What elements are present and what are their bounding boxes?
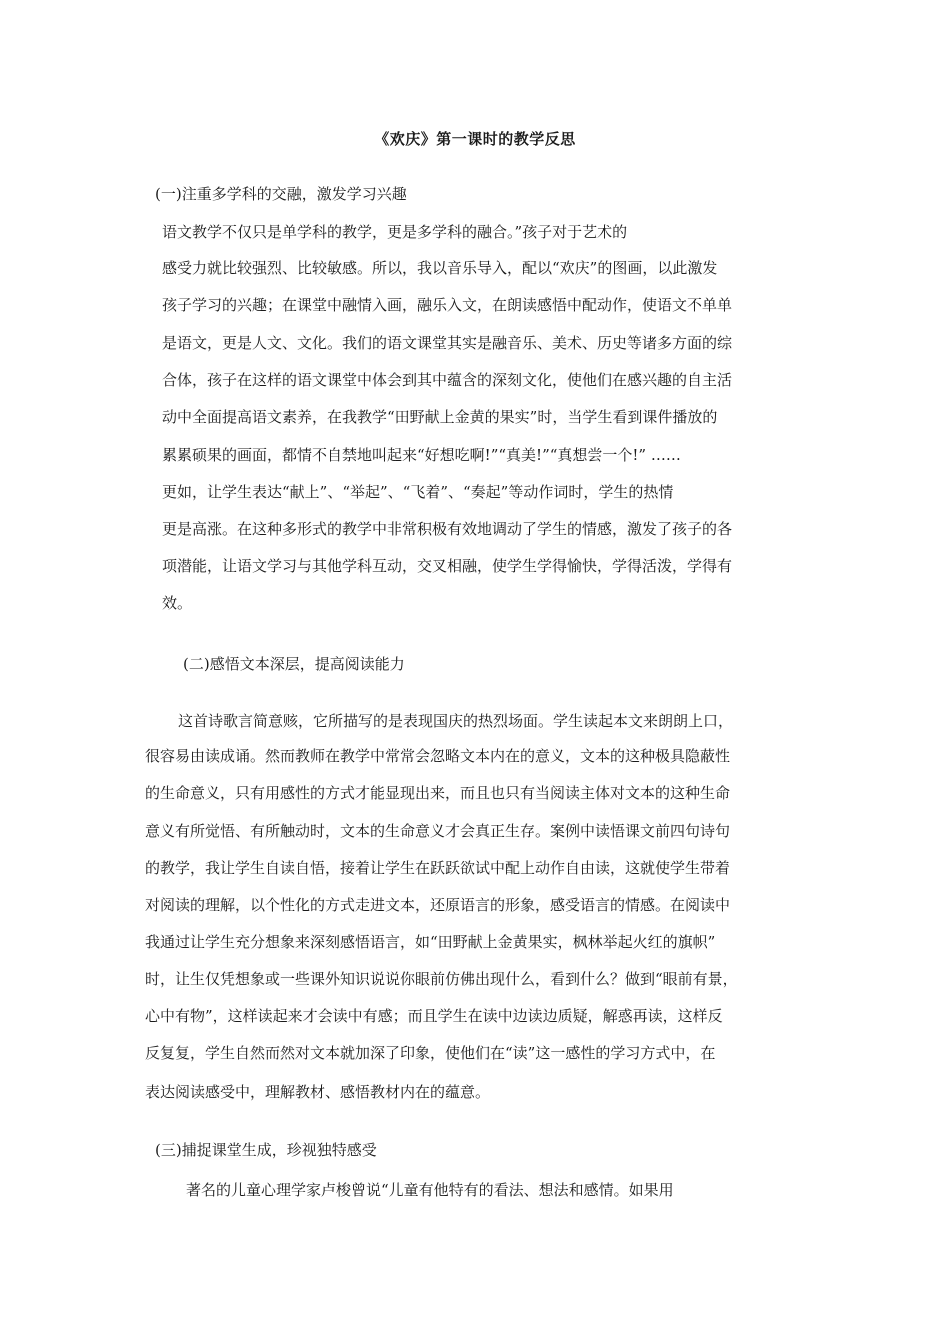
paragraph-line: 很容易由读成诵。然而教师在教学中常常会忽略文本内在的意义，文本的这种极具隐蔽性 xyxy=(145,747,731,765)
paragraph-line: 的教学，我让学生自读自悟，接着让学生在跃跃欲试中配上动作自由读，这就使学生带着 xyxy=(145,859,731,877)
section1-heading: (一)注重多学科的交融，激发学习兴趣 xyxy=(155,185,407,203)
paragraph-line: 我通过让学生充分想象来深刻感悟语言，如“田野献上金黄果实，枫林举起火红的旗帜” xyxy=(145,933,716,951)
paragraph-line: 这首诗歌言简意赅，它所描写的是表现国庆的热烈场面。学生读起本文来朗朗上口， xyxy=(178,712,734,730)
section2-heading: (二)感悟文本深层，提高阅读能力 xyxy=(183,655,405,673)
section3-heading: (三)捕捉课堂生成，珍视独特感受 xyxy=(155,1141,377,1159)
paragraph-line: 的生命意义，只有用感性的方式才能显现出来，而且也只有当阅读主体对文本的这种生命 xyxy=(145,784,731,802)
paragraph-line: 语文教学不仅只是单学科的教学，更是多学科的融合。”孩子对于艺术的 xyxy=(162,223,628,241)
paragraph-line: 对阅读的理解，以个性化的方式走进文本，还原语言的形象，感受语言的情感。在阅读中 xyxy=(145,896,731,914)
paragraph-line: 累累硕果的画面，都情不自禁地叫起来“好想吃啊!”“真美!”“真想尝一个!” …… xyxy=(162,446,681,464)
paragraph-line: 时，让生仅凭想象或一些课外知识说说你眼前仿佛出现什么，看到什么？做到“眼前有景， xyxy=(145,970,738,988)
paragraph-line: 意义有所觉悟、有所触动时，文本的生命意义才会真正生存。案例中读悟课文前四句诗句 xyxy=(145,822,731,840)
paragraph-line: 是语文，更是人文、文化。我们的语文课堂其实是融音乐、美术、历史等诸多方面的综 xyxy=(162,334,733,352)
paragraph-line: 更是高涨。在这种多形式的教学中非常积极有效地调动了学生的情感，激发了孩子的各 xyxy=(162,520,733,538)
paragraph-line: 表达阅读感受中，理解教材、感悟教材内在的蕴意。 xyxy=(145,1083,491,1101)
paragraph-line: 项潜能，让语文学习与其他学科互动，交叉相融，使学生学得愉快，学得活泼，学得有 xyxy=(162,557,733,575)
paragraph-line: 著名的儿童心理学家卢梭曾说“儿童有他特有的看法、想法和感情。如果用 xyxy=(186,1181,674,1199)
paragraph-line: 合体，孩子在这样的语文课堂中体会到其中蕴含的深刻文化，使他们在感兴趣的自主活 xyxy=(162,371,733,389)
paragraph-line: 动中全面提高语文素养，在我教学“田野献上金黄的果实”时，当学生看到课件播放的 xyxy=(162,408,718,426)
paragraph-line: 孩子学习的兴趣；在课堂中融情入画，融乐入文，在朗读感悟中配动作，使语文不单单 xyxy=(162,296,733,314)
paragraph-line: 感受力就比较强烈、比较敏感。所以，我以音乐导入，配以“欢庆”的图画，以此激发 xyxy=(162,259,718,277)
paragraph-line: 反复复，学生自然而然对文本就加深了印象，使他们在“读”这一感性的学习方式中，在 xyxy=(145,1044,716,1062)
paragraph-line: 效。 xyxy=(162,594,193,612)
paragraph-line: 更如，让学生表达“献上”、“举起”、“飞着”、“奏起”等动作词时，学生的热情 xyxy=(162,483,674,501)
document-title: 《欢庆》第一课时的教学反思 xyxy=(374,130,576,148)
paragraph-line: 心中有物”，这样读起来才会读中有感；而且学生在读中边读边质疑，解惑再读，这样反 xyxy=(145,1007,723,1025)
